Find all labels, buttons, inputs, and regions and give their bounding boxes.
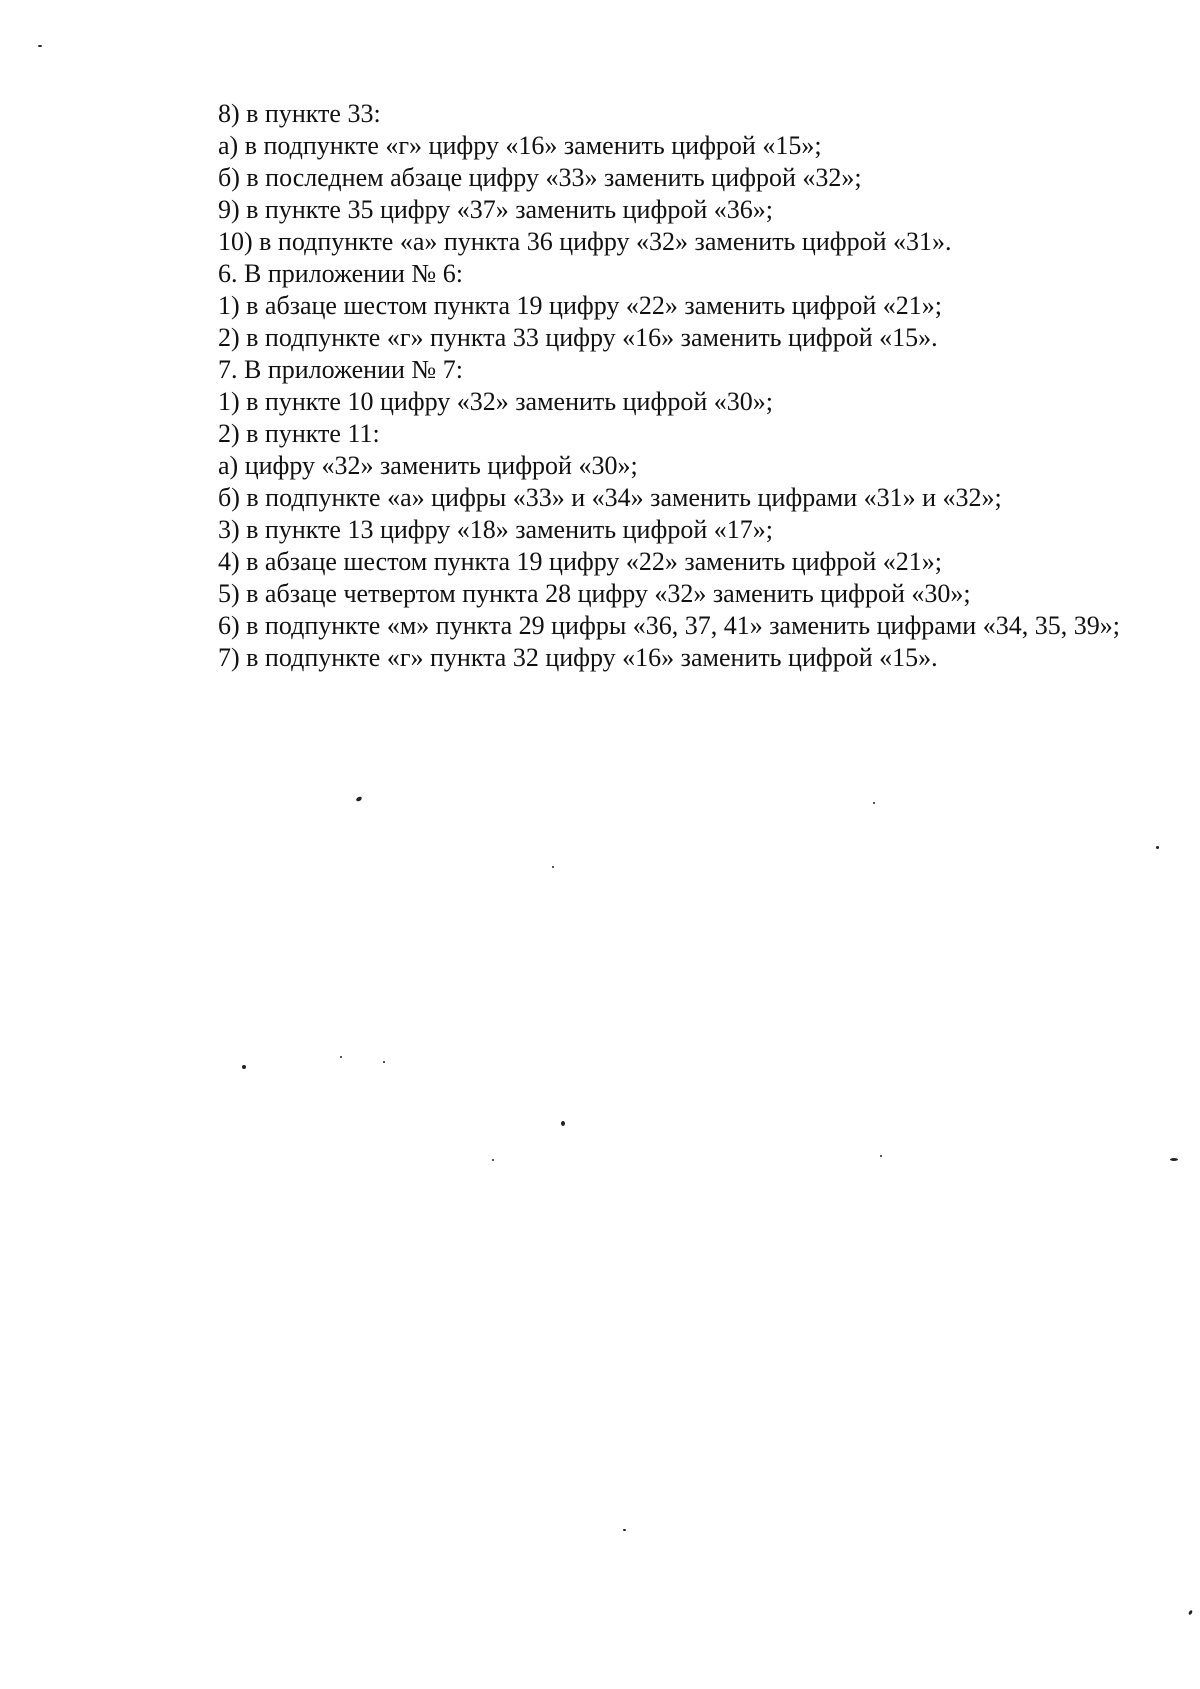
subparagraph-a: а) цифру «32» заменить цифрой «30»; xyxy=(218,451,638,480)
scan-speck xyxy=(623,1529,626,1531)
section-heading-appendix-6: 6. В приложении № 6: xyxy=(218,259,463,288)
paragraph-item-2: 2) в подпункте «г» пункта 33 цифру «16» заменить цифрой «15». xyxy=(218,323,938,352)
scan-speck xyxy=(355,796,362,802)
paragraph-item-5: 5) в абзаце четвертом пункта 28 цифру «32» заменить цифрой «30»; xyxy=(218,579,971,608)
scan-speck xyxy=(242,1065,246,1069)
scan-speck xyxy=(873,802,875,804)
paragraph-item-1: 1) в абзаце шестом пункта 19 цифру «22» заменить цифрой «21»; xyxy=(218,291,943,320)
subparagraph-b: б) в последнем абзаце цифру «33» заменить цифрой «32»; xyxy=(218,163,862,192)
document-body xyxy=(148,98,1134,674)
paragraph-item-7: 7) в подпункте «г» пункта 32 цифру «16» заменить цифрой «15». xyxy=(218,643,938,672)
scan-speck xyxy=(552,866,554,868)
paragraph-item-10: 10) в подпункте «а» пункта 36 цифру «32» заменить цифрой «31». xyxy=(218,227,952,256)
section-heading-appendix-7: 7. В приложении № 7: xyxy=(218,355,463,384)
paragraph-item-8: 8) в пункте 33: xyxy=(218,99,381,128)
paragraph-item-6: 6) в подпункте «м» пункта 29 цифры «36, 37, 41» заменить цифрами «34, 35, 39»; xyxy=(218,611,1120,640)
paragraph-item-4: 4) в абзаце шестом пункта 19 цифру «22» заменить цифрой «21»; xyxy=(218,547,943,576)
scan-speck xyxy=(1156,846,1159,849)
scan-speck xyxy=(340,1056,342,1058)
paragraph-item-3: 3) в пункте 13 цифру «18» заменить цифрой «17»; xyxy=(218,515,773,544)
paragraph-item-9: 9) в пункте 35 цифру «37» заменить цифрой «36»; xyxy=(218,195,773,224)
scan-speck xyxy=(38,45,42,47)
scan-speck xyxy=(383,1061,385,1063)
scan-speck xyxy=(1188,1610,1193,1616)
scan-speck xyxy=(880,1155,882,1157)
paragraph-item-2: 2) в пункте 11: xyxy=(218,419,380,448)
subparagraph-a: а) в подпункте «г» цифру «16» заменить цифрой «15»; xyxy=(218,131,822,160)
scan-speck xyxy=(492,1159,494,1161)
scan-speck xyxy=(1170,1158,1178,1161)
subparagraph-b: б) в подпункте «а» цифры «33» и «34» заменить цифрами «31» и «32»; xyxy=(218,483,1002,512)
paragraph-item-1: 1) в пункте 10 цифру «32» заменить цифрой «30»; xyxy=(218,387,773,416)
scan-speck xyxy=(561,1121,565,1126)
